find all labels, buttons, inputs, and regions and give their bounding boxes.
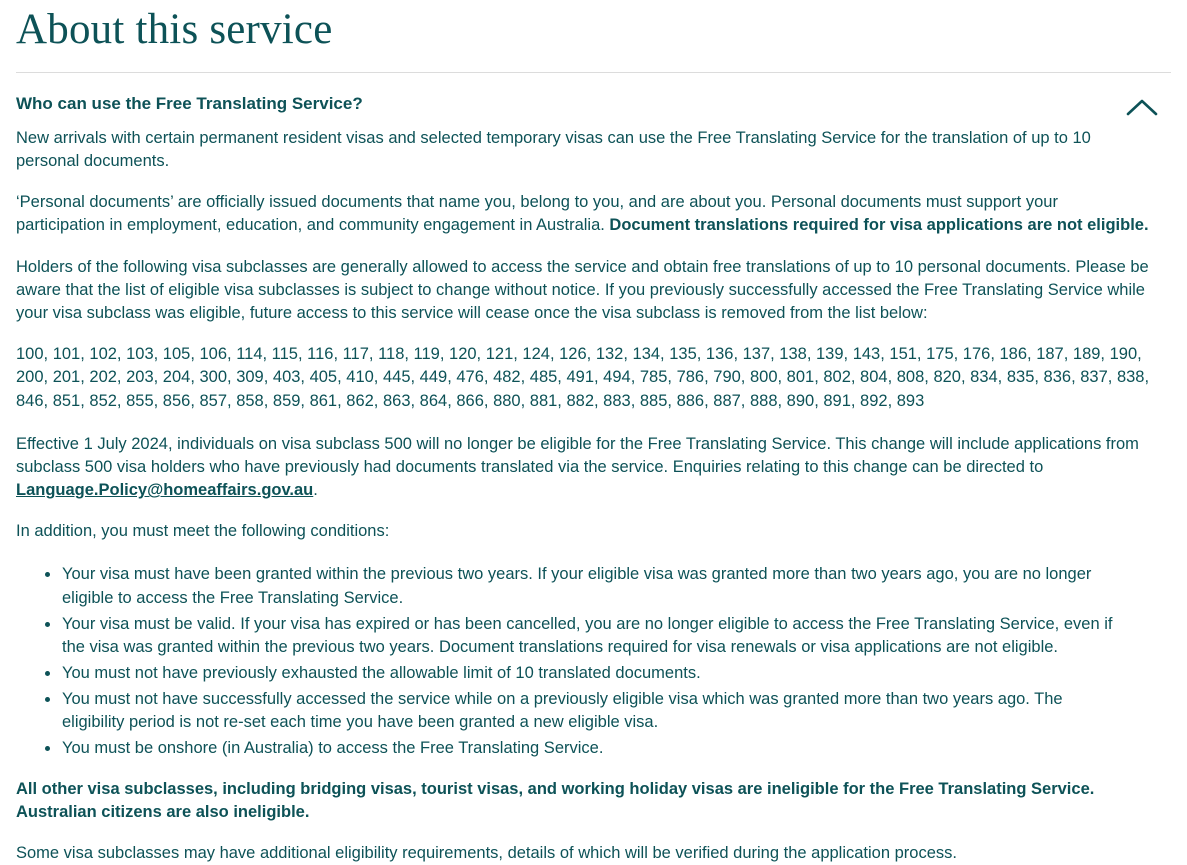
accordion-header[interactable] bbox=[16, 93, 1171, 127]
visa-subclass-intro-paragraph: Holders of the following visa subclasses are generally allowed to access the service and obtain free translations of up to 10 personal documents. Please be aware that the list of eligible visa subclasses is subject to change without notice. If you previously successfully accessed the Free Translating Service while your visa subclass was eligible, future access to this service will cease once the visa subclass is removed from the list below: bbox=[16, 257, 1149, 322]
intro-paragraph: New arrivals with certain permanent resident visas and selected temporary visas can use the Free Translating Service for the translation of up to 10 personal documents. bbox=[16, 129, 1091, 171]
accordion-title: Who can use the Free Translating Service? bbox=[16, 94, 363, 114]
list-item: You must not have successfully accessed the service while on a previously eligible visa which was granted more than two years ago. The eligibility period is not re-set each time you have been granted a new eligible visa. bbox=[62, 688, 1122, 734]
list-item: You must not have previously exhausted the allowable limit of 10 translated documents. bbox=[62, 662, 1122, 685]
conditions-intro: In addition, you must meet the following conditions: bbox=[16, 522, 390, 541]
list-item: You must be onshore (in Australia) to access the Free Translating Service. bbox=[62, 737, 1122, 760]
policy-email-link[interactable]: Language.Policy@homeaffairs.gov.au bbox=[16, 481, 314, 500]
chevron-up-icon[interactable] bbox=[1125, 95, 1159, 121]
subclass-500-paragraph bbox=[16, 433, 1151, 502]
personal-documents-paragraph bbox=[16, 191, 1151, 237]
conditions-list bbox=[16, 563, 1171, 760]
page-title: About this service bbox=[16, 6, 333, 53]
subclass-500-text-after: . bbox=[313, 481, 318, 500]
additional-requirements-note: Some visa subclasses may have additional eligibility requirements, details of which will be verified during the application process. bbox=[16, 844, 957, 863]
ineligible-note: All other visa subclasses, including bridging visas, tourist visas, and working holiday visas are ineligible for the Free Translating Service. Australian citizens are also ineligible. bbox=[16, 780, 1095, 822]
list-item: Your visa must have been granted within the previous two years. If your eligible visa was granted more than two years ago, you are no longer eligible to access the Free Translating Service. bbox=[62, 563, 1122, 609]
list-item: Your visa must be valid. If your visa has expired or has been cancelled, you are no longer eligible to access the Free Translating Service, even if the visa was granted within the previous two years. Document translations required for visa renewals or visa applications are not eligible. bbox=[62, 613, 1122, 659]
personal-documents-text: ‘Personal documents’ are officially issued documents that name you, belong to you, and are about you. Personal documents must support your participation in employment, education, and community engagement in Australia. bbox=[16, 193, 1058, 235]
personal-documents-emphasis: Document translations required for visa applications are not eligible. bbox=[609, 216, 1149, 235]
title-divider bbox=[16, 72, 1171, 73]
visa-subclass-list: 100, 101, 102, 103, 105, 106, 114, 115, 116, 117, 118, 119, 120, 121, 124, 126, 132, 134, 135, 136, 137, 138, 139, 143, 151, 175, 176, 186, 187, 189, 190, 200, 201, 202, 203, 204, 300, 309, 403, 405, 410, 445, 449, 476, 482, 485, 491, 494, 785, 786, 790, 800, 801, 802, 804, 808, 820, 834, 835, 836, 837, 838, 846, 851, 852, 855, 856, 857, 858, 859, 861, 862, 863, 864, 866, 880, 881, 882, 883, 885, 886, 887, 888, 890, 891, 892, 893 bbox=[16, 344, 1150, 410]
subclass-500-text-before: Effective 1 July 2024, individuals on visa subclass 500 will no longer be eligible for the Free Translating Service. This change will include applications from subclass 500 visa holders who have previously had documents translated via the service. Enquiries relating to this change can be directed to bbox=[16, 435, 1139, 477]
